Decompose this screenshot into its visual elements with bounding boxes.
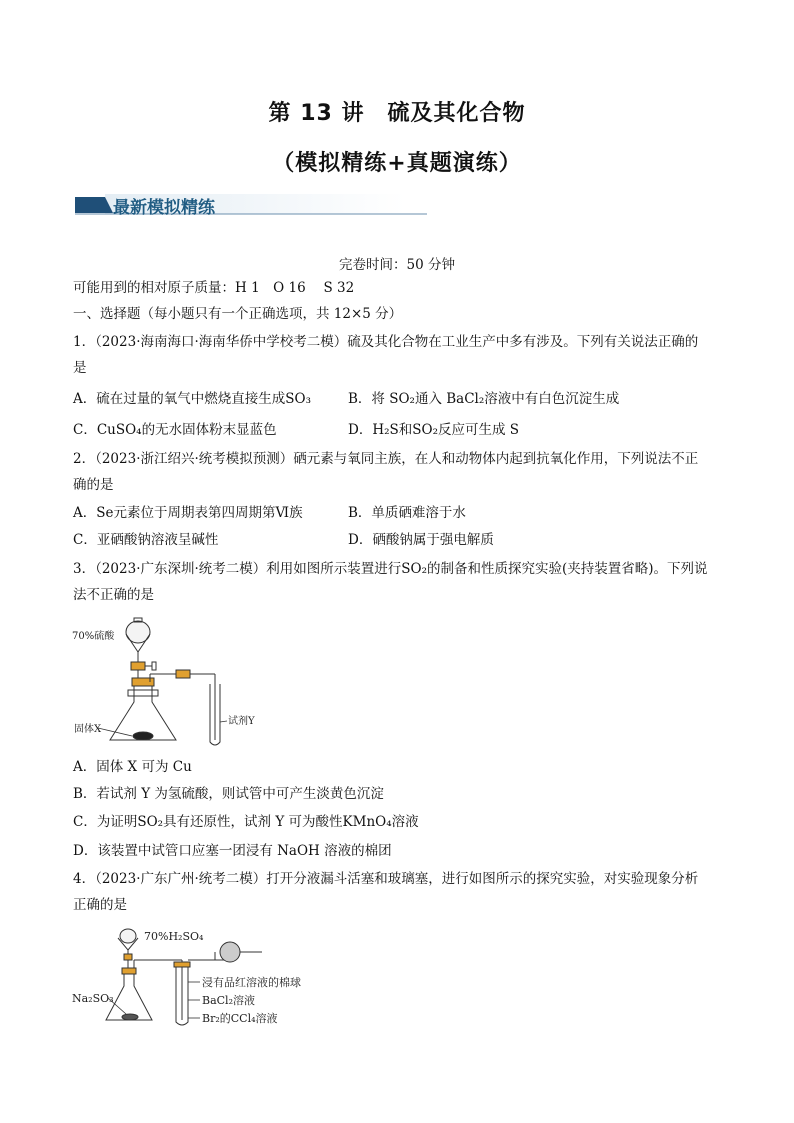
q3-fig-reagent-label: 试剂Y (228, 716, 255, 727)
page-subtitle: （模拟精练+真题演练） (272, 151, 522, 176)
q3-option-a: A．固体 X 可为 Cu (73, 759, 192, 775)
page-title: 第 13 讲 硫及其化合物 (268, 101, 526, 126)
q2-option-d: D．硒酸钠属于强电解质 (348, 532, 494, 548)
q2-option-c: C．亚硒酸钠溶液呈碱性 (73, 532, 219, 548)
q1-stem-cont: 是 (73, 360, 87, 376)
q4-stem: 4．（2023·广东广州·统考二模）打开分液漏斗活塞和玻璃塞，进行如图所示的探究实验，对实验现象分析 (73, 871, 699, 887)
q3-fig-acid-label: 70%硫酸 (72, 631, 115, 642)
q3-stem-cont: 法不正确的是 (73, 587, 154, 603)
q3-stem: 3．（2023·广东深圳·统考二模）利用如图所示装置进行SO₂的制备和性质探究实验(夹持装置省略)。下列说 (73, 561, 708, 577)
q3-option-d: D．该装置中试管口应塞一团浸有 NaOH 溶液的棉团 (73, 843, 392, 859)
q2-stem-cont: 确的是 (73, 477, 114, 493)
section-banner-title: 最新模拟精练 (113, 198, 215, 218)
q4-apparatus-figure (70, 922, 370, 1032)
atomic-mass-note: 可能用到的相对原子质量：H 1 O 16 S 32 (73, 280, 355, 296)
q2-option-b: B．单质硒难溶于水 (348, 505, 466, 521)
q3-option-b: B．若试剂 Y 为氢硫酸，则试管中可产生淡黄色沉淀 (73, 786, 384, 802)
section-heading: 一、选择题（每小题只有一个正确选项，共 12×5 分） (73, 306, 403, 322)
q1-option-c: C．CuSO₄的无水固体粉末显蓝色 (73, 422, 277, 438)
q4-fig-acid-label: 70%H₂SO₄ (144, 930, 204, 943)
q2-option-a: A．Se元素位于周期表第四周期第Ⅵ族 (73, 505, 303, 521)
q2-stem: 2．（2023·浙江绍兴·统考模拟预测）硒元素与氧同主族，在人和动物体内起到抗氧化作用，下列说法不正 (73, 451, 699, 467)
q1-option-d: D．H₂S和SO₂反应可生成 S (348, 422, 520, 438)
q3-option-c: C．为证明SO₂具有还原性，试剂 Y 可为酸性KMnO₄溶液 (73, 814, 419, 830)
q1-stem: 1．（2023·海南海口·海南华侨中学校考二模）硫及其化合物在工业生产中多有涉及。下列有关说法正确的 (73, 334, 699, 350)
q4-fig-label-bacl2: BaCl₂溶液 (202, 994, 255, 1007)
time-limit: 完卷时间：50 分钟 (339, 257, 455, 273)
q3-apparatus-figure (70, 612, 270, 752)
q4-stem-cont: 正确的是 (73, 897, 127, 913)
q1-option-a: A．硫在过量的氧气中燃烧直接生成SO₃ (73, 391, 311, 407)
q4-fig-salt-label: Na₂SO₃ (72, 992, 114, 1005)
q1-option-b: B．将 SO₂通入 BaCl₂溶液中有白色沉淀生成 (348, 391, 620, 407)
q4-fig-label-cotton: 浸有品红溶液的棉球 (202, 976, 301, 989)
q3-fig-solid-label: 固体X (74, 724, 102, 735)
q4-fig-label-br2: Br₂的CCl₄溶液 (202, 1012, 278, 1025)
